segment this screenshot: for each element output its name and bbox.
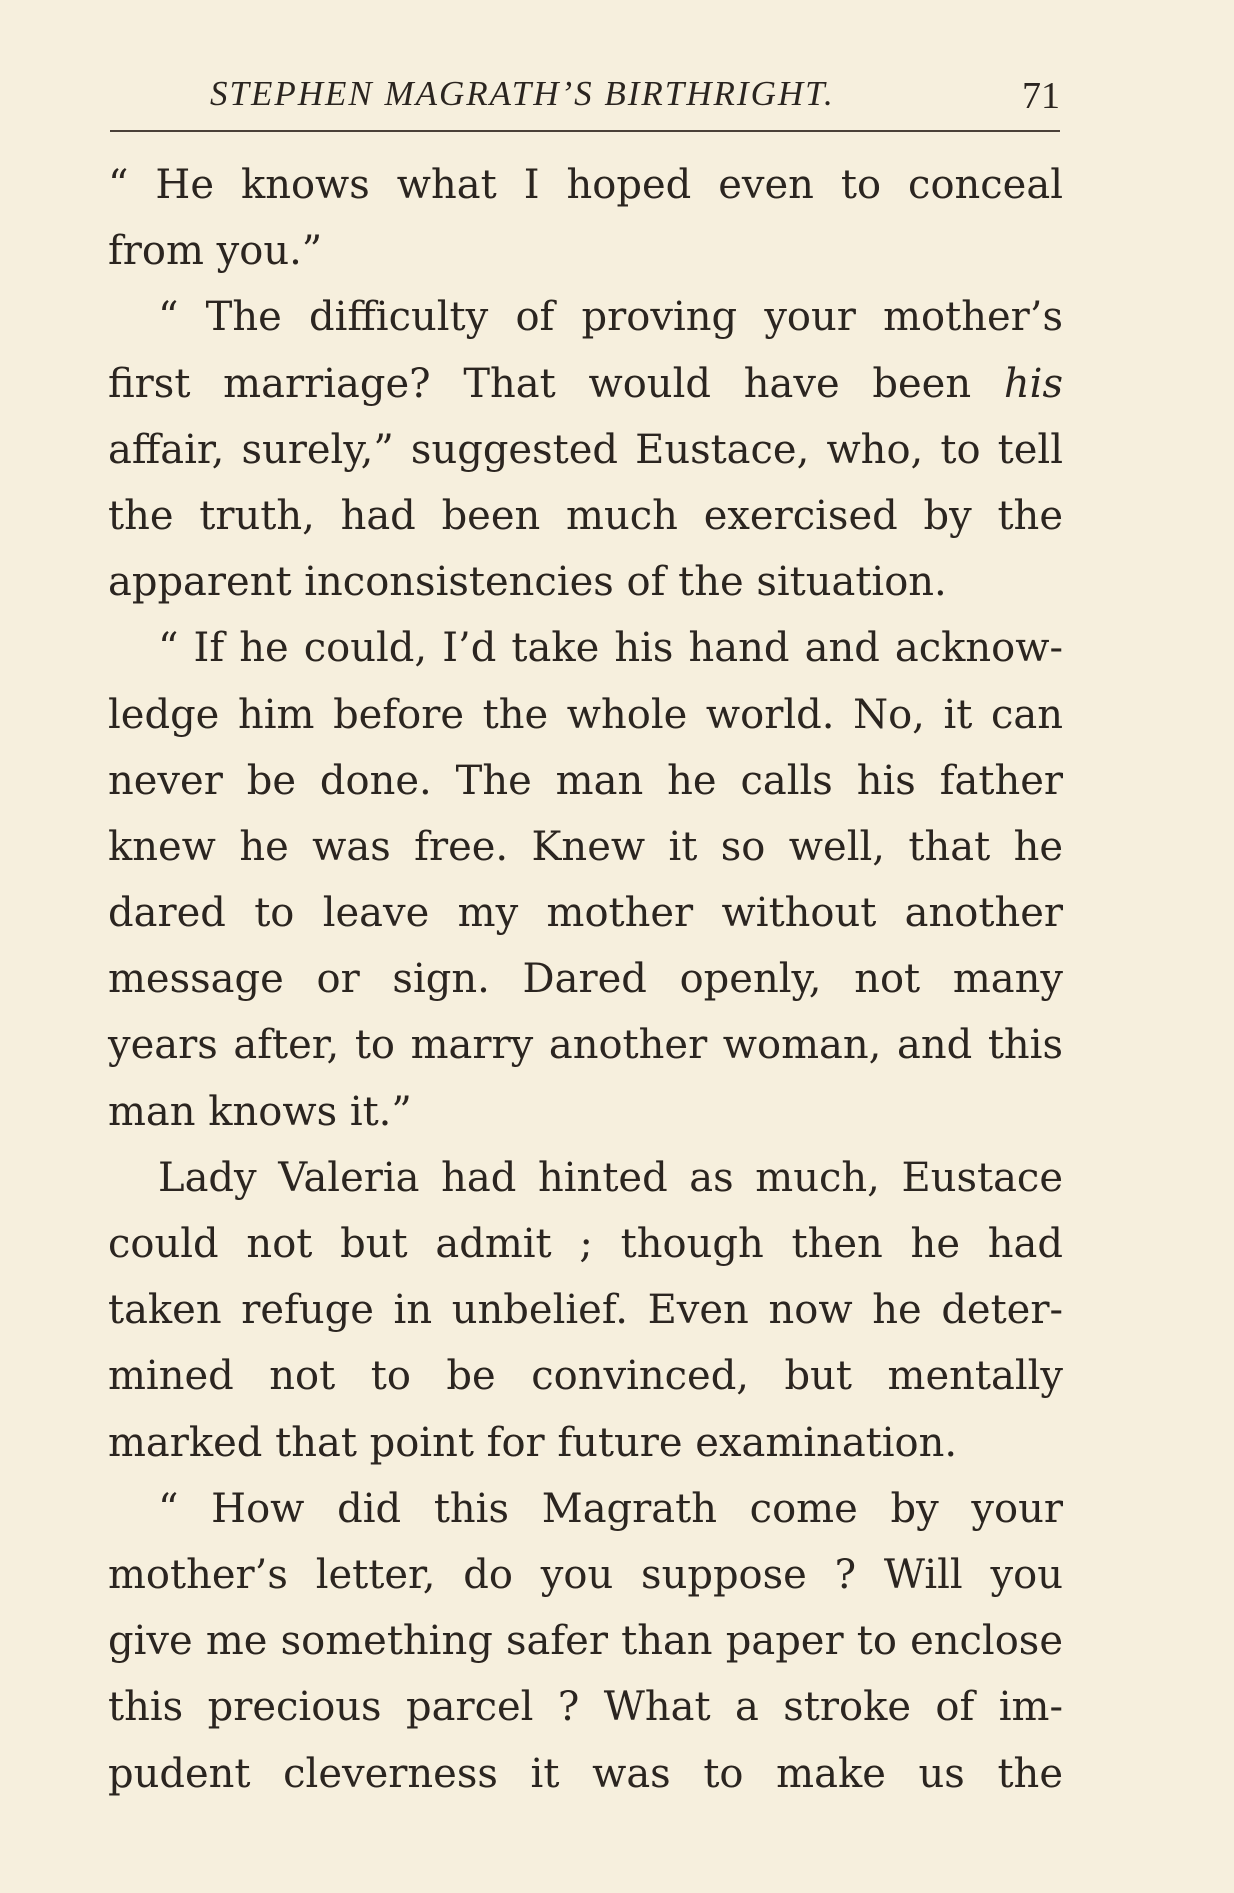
text-line: man knows it.” (108, 1088, 412, 1135)
text-line: years after, to marry another woman, and this (108, 1022, 1063, 1069)
text-line: apparent inconsistencies of the situation. (108, 559, 947, 606)
text-line: never be done. The man he calls his father (108, 757, 1063, 804)
body-text (108, 152, 1063, 1807)
text-line: taken refuge in unbelief. Even now he deter- (108, 1287, 1063, 1334)
text-line: knew he was free. Knew it so well, that he (108, 823, 1063, 870)
text-line: ledge him before the whole world. No, it can (108, 691, 1063, 738)
text-line: affair, surely,” suggested Eustace, who, to tell (108, 426, 1063, 473)
text-line: “ The difficulty of proving your mother’s (158, 294, 1063, 341)
text-line: from you.” (108, 228, 323, 275)
text-line: marked that point for future examination. (108, 1419, 958, 1466)
text-line: first marriage? That would have been his (108, 360, 1063, 407)
text-line: message or sign. Dared openly, not many (108, 956, 1063, 1003)
text-line: the truth, had been much exercised by the (108, 492, 1063, 539)
text-line: mined not to be convinced, but mentally (108, 1353, 1063, 1400)
text-line: dared to leave my mother without another (108, 890, 1063, 937)
text-line: pudent cleverness it was to make us the (108, 1750, 1063, 1797)
text-line: mother’s letter, do you suppose ? Will you (108, 1551, 1063, 1598)
page-number: 71 (1022, 75, 1060, 117)
running-title: STEPHEN MAGRATH’S BIRTHRIGHT. (210, 74, 835, 113)
header-rule (110, 130, 1060, 132)
text-line: give me something safer than paper to enclose (108, 1618, 1063, 1665)
running-header (110, 72, 1060, 132)
text-line: “ He knows what I hoped even to conceal (108, 162, 1063, 208)
text-line: could not but admit ; though then he had (108, 1221, 1063, 1267)
text-line: “ How did this Magrath come by your (158, 1485, 1063, 1532)
text-line: this precious parcel ? What a stroke of im- (108, 1684, 1063, 1731)
emphasis: his (1003, 360, 1063, 407)
text-line: Lady Valeria had hinted as much, Eustace (158, 1154, 1063, 1201)
text-line: “ If he could, I’d take his hand and acknow- (158, 625, 1063, 672)
